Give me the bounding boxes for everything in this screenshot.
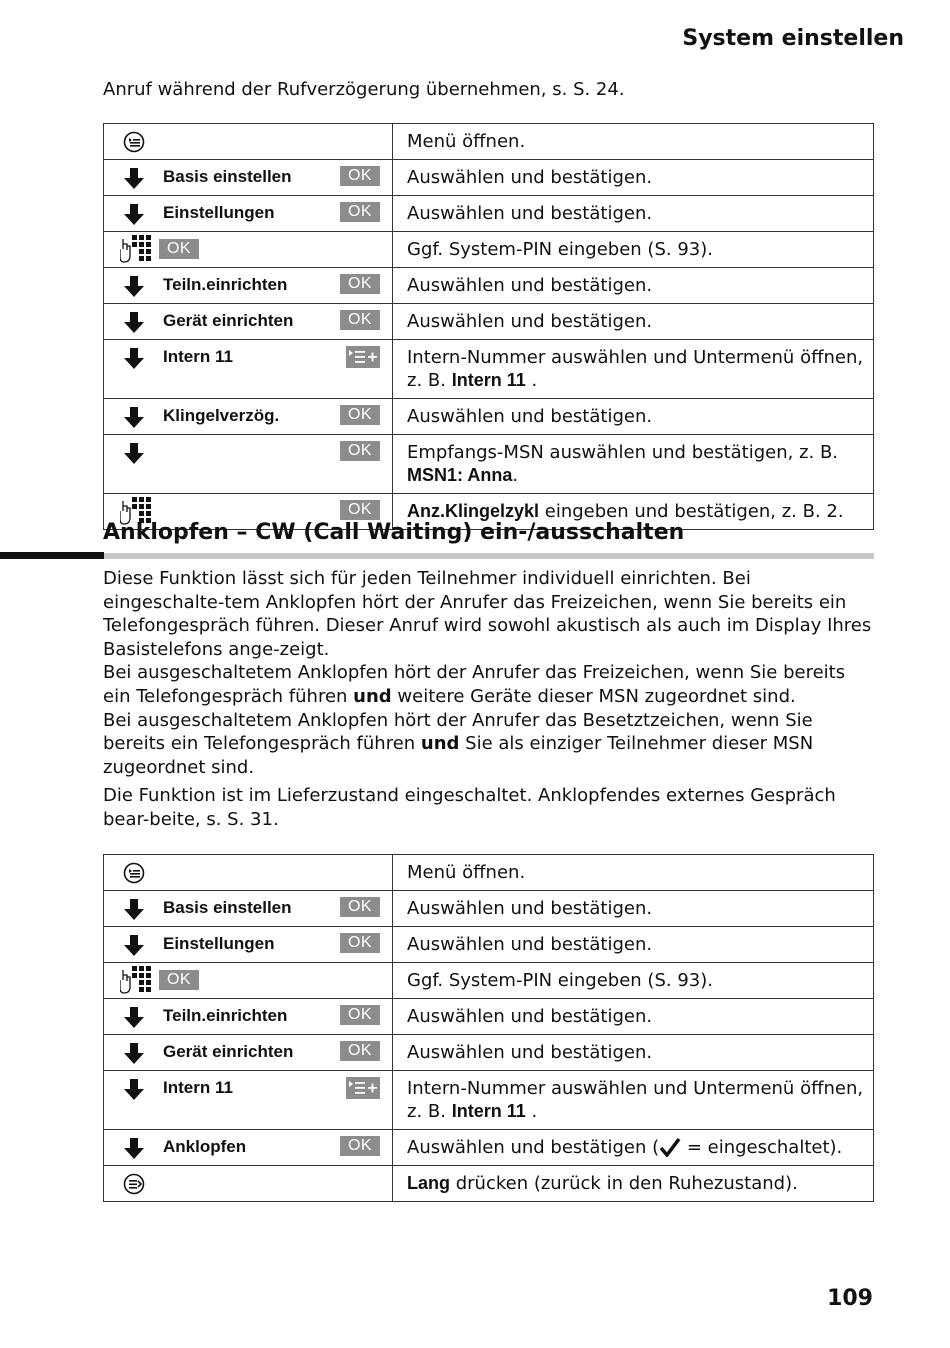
table-row xyxy=(104,232,874,268)
menu-entry-label: Basis einstellen xyxy=(163,898,292,917)
table-row xyxy=(104,268,874,304)
ok-key: OK xyxy=(340,310,380,330)
step-description: Auswählen und bestätigen. xyxy=(393,304,874,340)
ok-key: OK xyxy=(340,166,380,186)
paragraph: Bei ausgeschaltetem Anklopfen hört der Anrufer das Freizeichen, wenn Sie bereits ein Telefongespräch führen und weitere Geräte dieser MSN zugeordnet sind. xyxy=(103,662,846,707)
down-arrow-icon xyxy=(120,311,148,333)
step-description: Auswählen und bestätigen. xyxy=(393,268,874,304)
step-description: Auswählen und bestätigen. xyxy=(393,1035,874,1071)
page-number: 109 xyxy=(827,1286,873,1311)
menu-entry-label: Intern 11 xyxy=(163,347,233,366)
table-row xyxy=(104,399,874,435)
down-arrow-icon xyxy=(120,347,148,369)
ok-key: OK xyxy=(340,1136,380,1156)
step-description: Auswählen und bestätigen. xyxy=(393,891,874,927)
step-description: Lang drücken (zurück in den Ruhezustand). xyxy=(393,1166,874,1202)
down-arrow-icon xyxy=(120,934,148,956)
step-description: Intern-Nummer auswählen und Untermenü öffnen, z. B. Intern 11 . xyxy=(393,340,874,399)
keypad-icon xyxy=(120,235,154,265)
ok-key: OK xyxy=(340,897,380,917)
table-row xyxy=(104,891,874,927)
ok-key: OK xyxy=(159,239,199,259)
table-row xyxy=(104,1130,874,1166)
table-row xyxy=(104,160,874,196)
ok-key: OK xyxy=(340,274,380,294)
step-description: Ggf. System-PIN eingeben (S. 93). xyxy=(393,963,874,999)
steps-table-rufverzoegerung xyxy=(103,123,874,530)
step-description: Auswählen und bestätigen. xyxy=(393,196,874,232)
down-arrow-icon xyxy=(120,442,148,464)
down-arrow-icon xyxy=(120,1137,148,1159)
step-description: Auswählen und bestätigen ( = eingeschaltet). xyxy=(393,1130,874,1166)
submenu-key-icon xyxy=(346,346,380,368)
end-call-key-icon xyxy=(120,1173,148,1195)
table-row xyxy=(104,963,874,999)
step-description: Menü öffnen. xyxy=(393,855,874,891)
step-description: Ggf. System-PIN eingeben (S. 93). xyxy=(393,232,874,268)
menu-entry-label: Teiln.einrichten xyxy=(163,1006,288,1025)
table-row xyxy=(104,124,874,160)
table-row xyxy=(104,304,874,340)
section-rule-gray xyxy=(104,553,874,559)
submenu-key-icon xyxy=(346,1077,380,1099)
page-header: System einstellen xyxy=(682,26,904,51)
step-description: Empfangs-MSN auswählen und bestätigen, z. B. MSN1: Anna. xyxy=(393,435,874,494)
ok-key: OK xyxy=(340,441,380,461)
paragraph: Die Funktion ist im Lieferzustand eingeschaltet. Anklopfendes externes Gespräch bear-beite, s. S. 31. xyxy=(103,785,836,830)
paragraph: Bei ausgeschaltetem Anklopfen hört der Anrufer das Besetztzeichen, wenn Sie bereits ein Telefongespräch führen und Sie als einziger Teilnehmer dieser MSN zugeordnet sind. xyxy=(103,709,814,778)
step-description: Menü öffnen. xyxy=(393,124,874,160)
ok-key: OK xyxy=(340,1041,380,1061)
down-arrow-icon xyxy=(120,203,148,225)
ok-key: OK xyxy=(340,405,380,425)
menu-entry-label: Klingelverzög. xyxy=(163,406,280,425)
table-row xyxy=(104,1071,874,1130)
step-description: Auswählen und bestätigen. xyxy=(393,399,874,435)
menu-entry-label: Intern 11 xyxy=(163,1078,233,1097)
menu-entry-label: Basis einstellen xyxy=(163,167,292,186)
down-arrow-icon xyxy=(120,167,148,189)
down-arrow-icon xyxy=(120,1042,148,1064)
menu-entry-label: Anklopfen xyxy=(163,1137,247,1156)
menu-key-icon xyxy=(120,131,148,153)
table-row xyxy=(104,855,874,891)
menu-entry-label: Einstellungen xyxy=(163,934,275,953)
down-arrow-icon xyxy=(120,275,148,297)
ok-key: OK xyxy=(159,970,199,990)
intro-text: Anruf während der Rufverzögerung übernehmen, s. S. 24. xyxy=(103,79,625,100)
menu-entry-label: Gerät einrichten xyxy=(163,1042,294,1061)
ok-key: OK xyxy=(340,933,380,953)
down-arrow-icon xyxy=(120,1078,148,1100)
checkmark-icon xyxy=(659,1137,681,1157)
step-description: Auswählen und bestätigen. xyxy=(393,927,874,963)
steps-table-anklopfen xyxy=(103,854,874,1202)
section-rule-dark xyxy=(0,552,104,559)
down-arrow-icon xyxy=(120,406,148,428)
ok-key: OK xyxy=(340,202,380,222)
table-row xyxy=(104,1166,874,1202)
table-row xyxy=(104,435,874,494)
table-row xyxy=(104,196,874,232)
keypad-icon xyxy=(120,966,154,996)
step-description: Auswählen und bestätigen. xyxy=(393,999,874,1035)
menu-entry-label: Einstellungen xyxy=(163,203,275,222)
table-row xyxy=(104,999,874,1035)
step-description: Anz.Klingelzykl eingeben und bestätigen, z. B. 2. xyxy=(393,494,874,530)
ok-key: OK xyxy=(340,1005,380,1025)
paragraph: Diese Funktion lässt sich für jeden Teilnehmer individuell einrichten. Bei eingeschalte-tem Anklopfen hört der Anrufer das Freizeichen, wenn Sie bereits ein Telefongespräch führen. Dieser Anruf wird sowohl akustisch als auch im Display Ihres Basistelefons ange-zeigt. xyxy=(103,568,872,660)
menu-key-icon xyxy=(120,862,148,884)
ok-key: OK xyxy=(340,500,380,520)
section-title: Anklopfen – CW (Call Waiting) ein-/ausschalten xyxy=(103,520,685,545)
table-row xyxy=(104,927,874,963)
section-body xyxy=(103,567,874,832)
down-arrow-icon xyxy=(120,1006,148,1028)
menu-entry-label: Gerät einrichten xyxy=(163,311,294,330)
step-description: Intern-Nummer auswählen und Untermenü öffnen, z. B. Intern 11 . xyxy=(393,1071,874,1130)
menu-entry-label: Teiln.einrichten xyxy=(163,275,288,294)
table-row xyxy=(104,1035,874,1071)
table-row xyxy=(104,340,874,399)
down-arrow-icon xyxy=(120,898,148,920)
step-description: Auswählen und bestätigen. xyxy=(393,160,874,196)
